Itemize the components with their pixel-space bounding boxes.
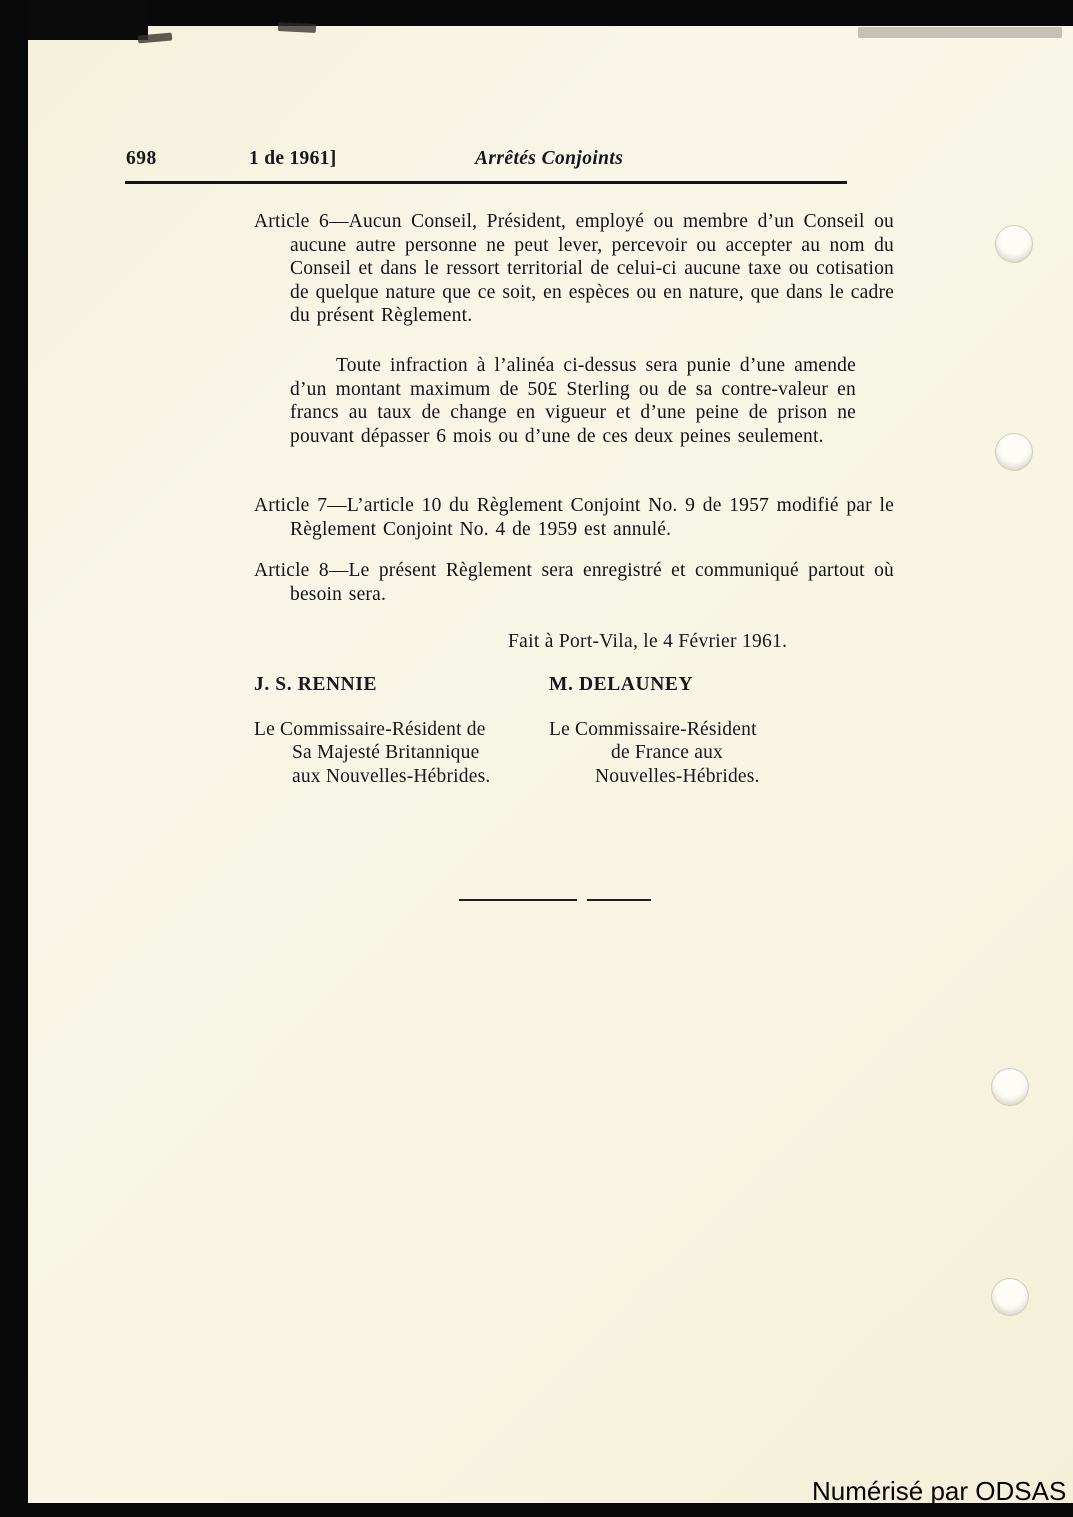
odsas-watermark: Numérisé par ODSAS xyxy=(812,1476,1067,1506)
signature-name-british: J. S. RENNIE xyxy=(254,674,378,695)
article-6-paragraph: Article 6—Aucun Conseil, Président, employé ou membre d’un Conseil ou aucune autre personne ne peut lever, percevoir ou accepter au nom du Conseil et dans le ressort territorial de celui-ci aucune taxe ou cotisation de quelque nature que ce soit, en espèces ou en nature, que dans le cadre du présent Règlement. xyxy=(254,211,894,326)
signature-title-line: Nouvelles-Hébrides. xyxy=(595,765,760,787)
signature-title-french xyxy=(549,718,760,788)
scan-artifact-smudge xyxy=(278,22,316,33)
header-rule xyxy=(125,181,847,184)
signature-title-line: Le Commissaire-Résident de xyxy=(254,719,486,740)
signature-title-line: aux Nouvelles-Hébrides. xyxy=(292,765,491,787)
page-number: 698 xyxy=(126,148,157,169)
scan-artifact-smudge xyxy=(138,33,173,44)
section-divider xyxy=(459,899,651,901)
article-8-paragraph: Article 8—Le présent Règlement sera enregistré et communiqué partout où besoin sera. xyxy=(254,560,894,605)
scan-edge-top xyxy=(0,0,1073,26)
signature-title-line: Sa Majesté Britannique xyxy=(292,742,480,764)
punch-hole-3 xyxy=(991,1068,1029,1106)
scan-edge-left xyxy=(0,0,28,1517)
signature-title-line: de France aux xyxy=(611,742,723,764)
journal-title: Arrêtés Conjoints xyxy=(475,148,624,169)
scan-artifact-gray-strip xyxy=(858,27,1062,38)
punch-hole-4 xyxy=(991,1278,1029,1316)
signature-name-french: M. DELAUNEY xyxy=(549,674,694,695)
dateline: Fait à Port-Vila, le 4 Février 1961. xyxy=(508,631,788,652)
punch-hole-1 xyxy=(995,225,1033,263)
article-6-penalty-paragraph: Toute infraction à l’alinéa ci-dessus sera punie d’une amende d’un montant maximum de 50£ Sterling ou de sa contre-valeur en francs au taux de change en vigueur et d’une peine de prison ne pouvant dépasser 6 mois ou d’une de ces deux peines seulement. xyxy=(290,355,856,447)
signature-title-british xyxy=(254,718,490,788)
edition-label: 1 de 1961] xyxy=(249,148,337,169)
article-7-paragraph: Article 7—L’article 10 du Règlement Conjoint No. 9 de 1957 modifié par le Règlement Conjoint No. 4 de 1959 est annulé. xyxy=(254,495,894,540)
signature-title-line: Le Commissaire-Résident xyxy=(549,719,757,740)
punch-hole-2 xyxy=(995,433,1033,471)
